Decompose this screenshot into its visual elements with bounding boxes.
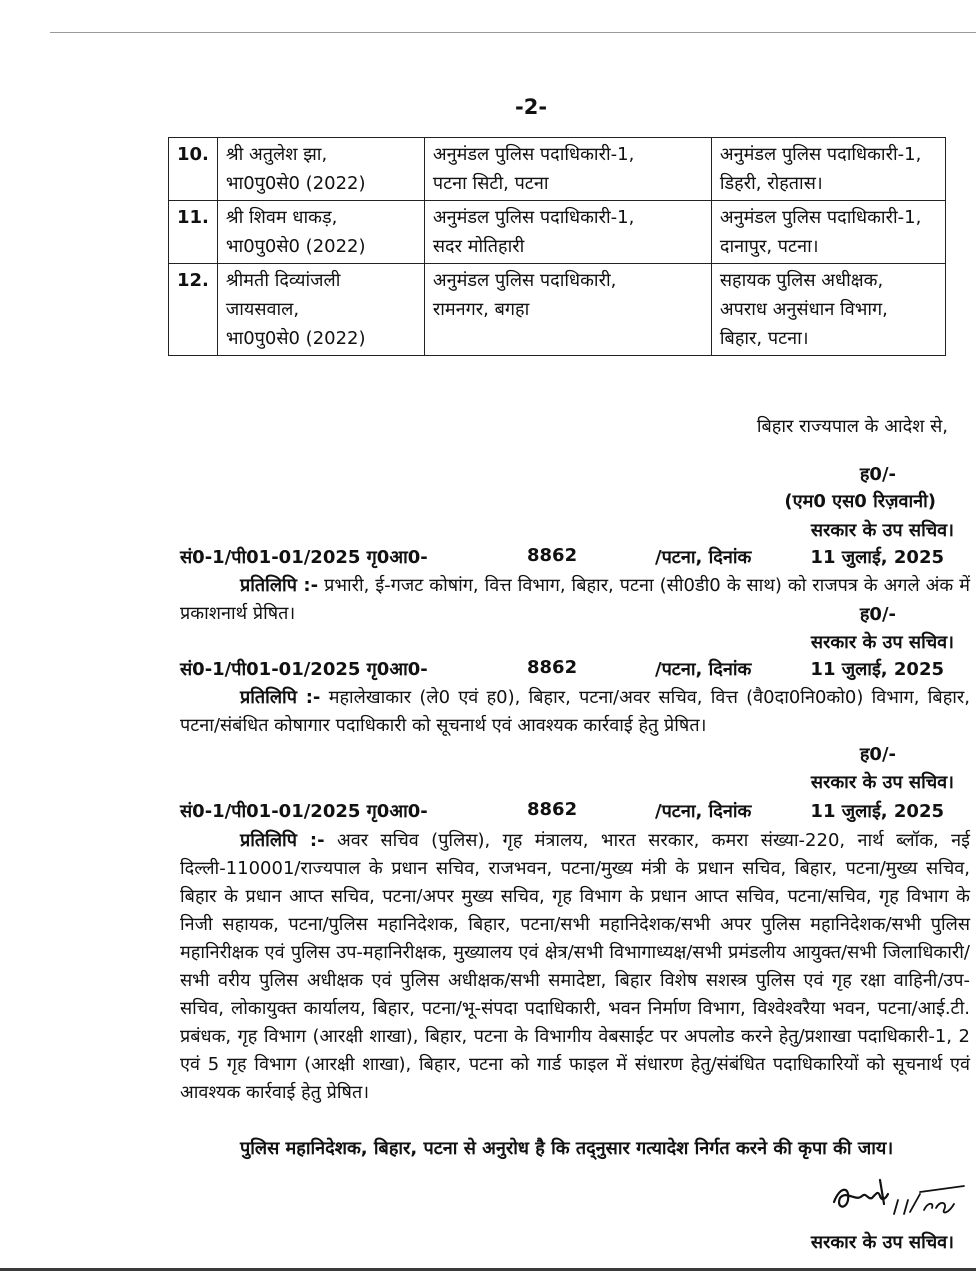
reference-number: सं0-1/पी01-01/2025 गृ0आ0- <box>180 547 428 568</box>
cell-line: सदर मोतिहारी <box>432 236 525 257</box>
dispatch-number: 8862 <box>527 657 578 678</box>
request-paragraph <box>180 1135 970 1163</box>
cell-line: भा0पु0से0 (2022) <box>225 173 366 194</box>
new-post-cell <box>711 264 945 356</box>
reference-number: सं0-1/पी01-01/2025 गृ0आ0- <box>180 801 428 822</box>
signed-mark: ह0/- <box>859 464 896 485</box>
cell-line: अनुमंडल पुलिस पदाधिकारी-1, <box>719 144 922 165</box>
top-rule <box>50 32 976 33</box>
cell-line: अनुमंडल पुलिस पदाधिकारी, <box>432 270 617 291</box>
reference-line <box>180 545 944 571</box>
officer-name-cell <box>217 201 424 264</box>
copy-label: प्रतिलिपि :- <box>240 575 319 596</box>
new-post-cell <box>711 201 945 264</box>
designation: सरकार के उप सचिव। <box>810 520 954 541</box>
posting-table <box>168 137 946 356</box>
copy-label: प्रतिलिपि :- <box>240 830 325 851</box>
reference-date: 11 जुलाई, 2025 <box>810 801 944 822</box>
dispatch-number: 8862 <box>527 545 578 566</box>
copy-paragraph <box>180 827 970 1107</box>
cell-line: अपराध अनुसंधान विभाग, <box>719 299 888 320</box>
table-row <box>169 201 946 264</box>
cell-line: सहायक पुलिस अधीक्षक, <box>719 270 884 291</box>
reference-date: 11 जुलाई, 2025 <box>810 547 944 568</box>
serial-number: 12. <box>169 264 218 356</box>
cell-line: दानापुर, पटना। <box>719 236 819 257</box>
officer-name: (एम0 एस0 रिज़वानी) <box>784 491 936 512</box>
cell-line: भा0पु0से0 (2022) <box>225 236 366 257</box>
signed-mark: ह0/- <box>859 604 896 625</box>
place-date-label: /पटना, दिनांक <box>655 659 752 680</box>
officer-name-cell <box>217 138 424 201</box>
place-date-label: /पटना, दिनांक <box>655 547 752 568</box>
serial-number: 10. <box>169 138 218 201</box>
place-date-label: /पटना, दिनांक <box>655 801 752 822</box>
handwritten-signature <box>828 1172 976 1232</box>
reference-date: 11 जुलाई, 2025 <box>810 659 944 680</box>
copy-paragraph <box>180 572 970 628</box>
officer-name-cell <box>217 264 424 356</box>
order-line: बिहार राज्यपाल के आदेश से, <box>756 416 948 437</box>
cell-line: बिहार, पटना। <box>719 328 809 349</box>
current-post-cell <box>424 201 711 264</box>
copy-text: प्रभारी, ई-गजट कोषांग, वित्त विभाग, बिहार, पटना (सी0डी0 के साथ) को राजपत्र के अगले अंक में प्रकाशनार्थ प्रेषित। <box>180 575 970 624</box>
current-post-cell <box>424 264 711 356</box>
cell-line: जायसवाल, <box>225 299 300 320</box>
copy-paragraph <box>180 684 970 740</box>
cell-line: डिहरी, रोहतास। <box>719 173 823 194</box>
request-text: पुलिस महानिदेशक, बिहार, पटना से अनुरोध है कि तद्नुसार गत्यादेश निर्गत करने की कृपा की जाय। <box>240 1138 894 1159</box>
current-post-cell <box>424 138 711 201</box>
cell-line: पटना सिटी, पटना <box>432 173 549 194</box>
table-row <box>169 138 946 201</box>
designation: सरकार के उप सचिव। <box>810 772 954 793</box>
new-post-cell <box>711 138 945 201</box>
signed-mark: ह0/- <box>859 744 896 765</box>
copy-text: महालेखाकार (ले0 एवं ह0), बिहार, पटना/अवर सचिव, वित्त (वै0दा0नि0को0) विभाग, बिहार, पटना/संबंधित कोषागार पदाधिकारी को सूचनार्थ एवं आवश्यक कार्रवाई हेतु प्रेषित। <box>180 687 970 736</box>
bottom-rule <box>0 1268 976 1271</box>
cell-line: श्रीमती दिव्यांजली <box>225 270 341 291</box>
cell-line: श्री शिवम धाकड़, <box>225 207 338 228</box>
table-row <box>169 264 946 356</box>
designation: सरकार के उप सचिव। <box>810 1232 954 1253</box>
cell-line: अनुमंडल पुलिस पदाधिकारी-1, <box>719 207 922 228</box>
cell-line: अनुमंडल पुलिस पदाधिकारी-1, <box>432 144 635 165</box>
reference-line <box>180 799 944 825</box>
page-number: -2- <box>515 95 548 119</box>
copy-label: प्रतिलिपि :- <box>240 687 321 708</box>
cell-line: श्री अतुलेश झा, <box>225 144 328 165</box>
serial-number: 11. <box>169 201 218 264</box>
reference-number: सं0-1/पी01-01/2025 गृ0आ0- <box>180 659 428 680</box>
designation: सरकार के उप सचिव। <box>810 632 954 653</box>
dispatch-number: 8862 <box>527 799 578 820</box>
cell-line: भा0पु0से0 (2022) <box>225 328 366 349</box>
copy-text: अवर सचिव (पुलिस), गृह मंत्रालय, भारत सरकार, कमरा संख्या-220, नार्थ ब्लॉक, नई दिल्ली-110001/राज्यपाल के प्रधान सचिव, राजभवन, पटना/मुख्य मंत्री के प्रधान सचिव, बिहार, पटना/मुख्य सचिव, बिहार के प्रधान आप्त सचिव, पटना/अपर मुख्य सचिव, गृह विभाग के प्रधान आप्त सचिव, पटना/सचिव, गृह विभाग के निजी सहायक, पटना/पुलिस महानिदेशक, बिहार, पटना/सभी महानिदेशक/सभी अपर पुलिस महानिदेशक/सभी पुलिस महानिरीक्षक एवं पुलिस उप-महानिरीक्षक, मुख्यालय एवं क्षेत्र/सभी विभागाध्यक्ष/सभी प्रमंडलीय आयुक्त/सभी जिलाधिकारी/सभी वरीय पुलिस अधीक्षक एवं पुलिस अधीक्षक/सभी समादेष्टा, बिहार विशेष सशस्त्र पुलिस एवं गृह रक्षा वाहिनी/उप-सचिव, लोकायुक्त कार्यालय, बिहार, पटना/भू-संपदा पदाधिकारी, भवन निर्माण विभाग, विश्वेश्वरैया भवन, पटना/आई.टी. प्रबंधक, गृह विभाग (आरक्षी शाखा), बिहार, पटना के विभागीय वेबसाईट पर अपलोड करने हेतु/प्रशाखा पदाधिकारी-1, 2 एवं 5 गृह विभाग (आरक्षी शाखा), बिहार, पटना को गार्ड फाइल में संधारण हेतु/संबंधित पदाधिकारियों को सूचनार्थ एवं आवश्यक कार्रवाई हेतु प्रेषित। <box>180 830 970 1103</box>
cell-line: रामनगर, बगहा <box>432 299 530 320</box>
reference-line <box>180 657 944 683</box>
cell-line: अनुमंडल पुलिस पदाधिकारी-1, <box>432 207 635 228</box>
